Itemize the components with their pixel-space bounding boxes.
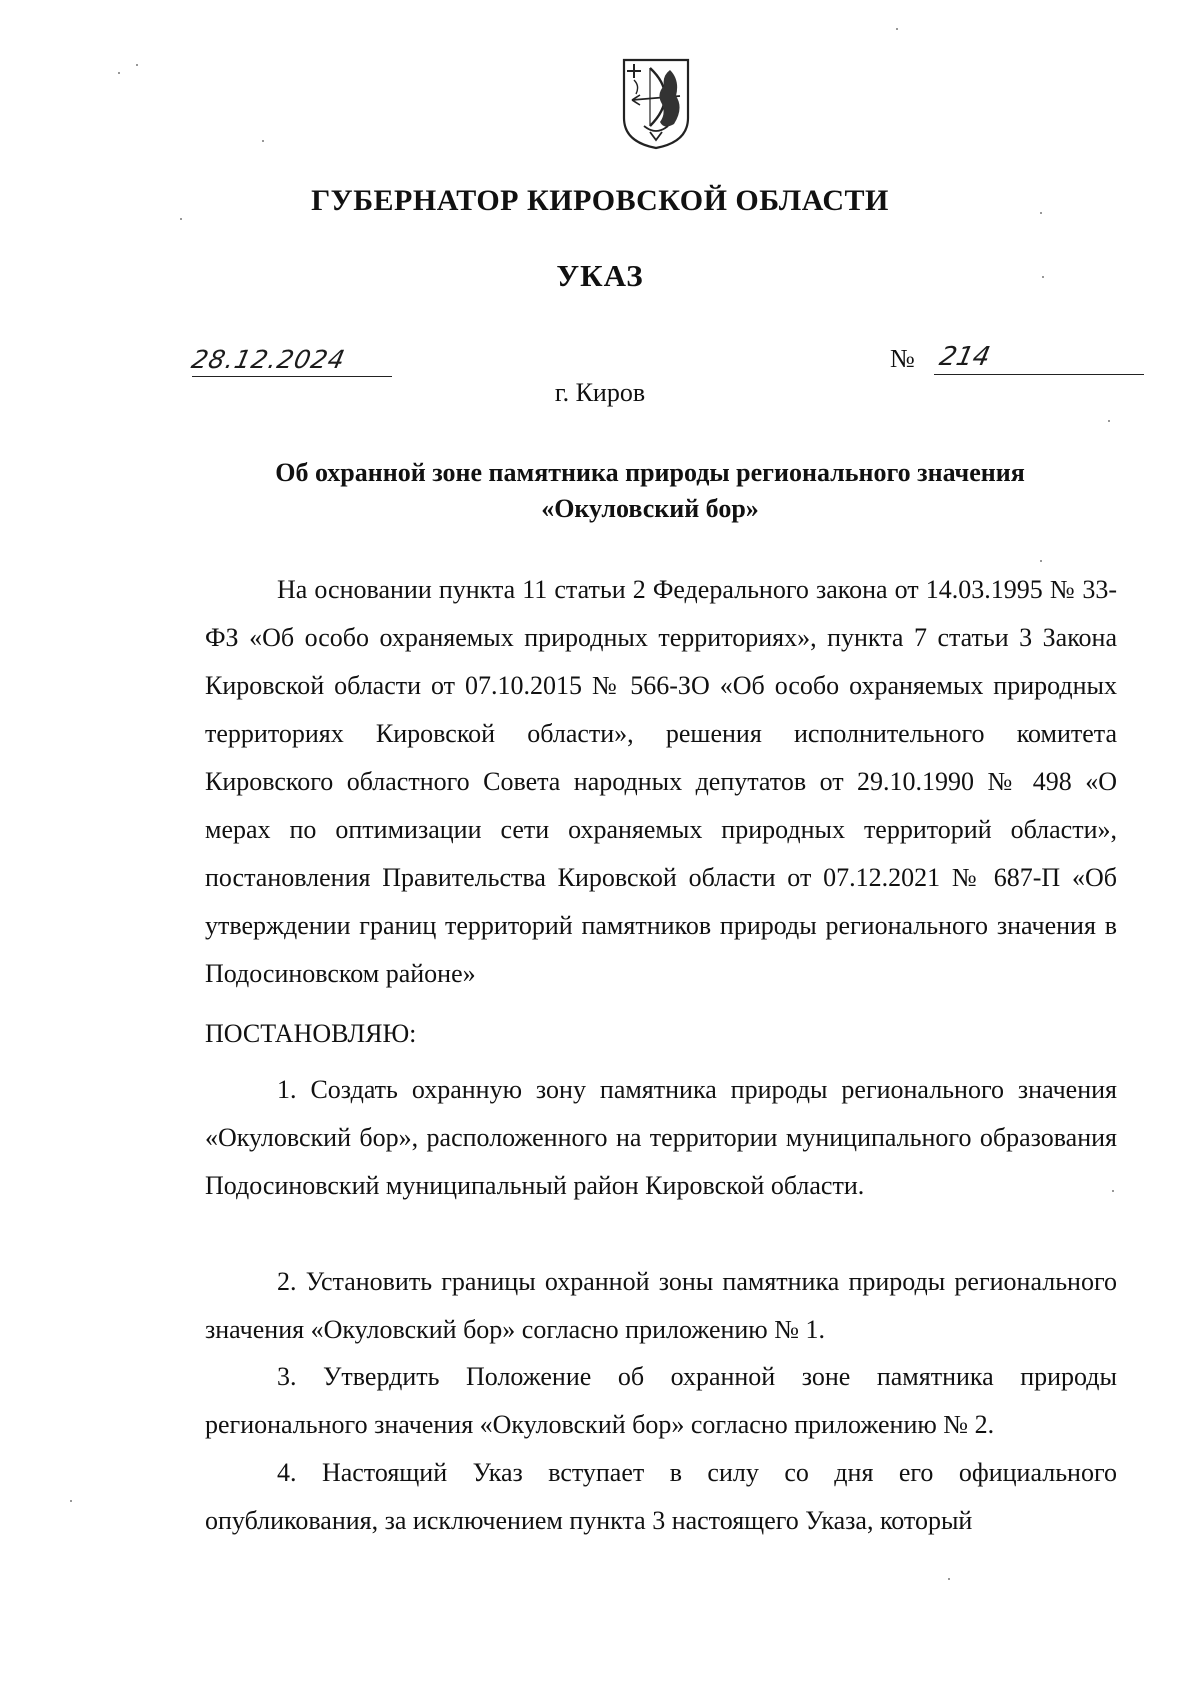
decree-word-block bbox=[205, 1010, 1117, 1058]
document-title bbox=[200, 455, 1100, 527]
number-sign: № bbox=[890, 344, 915, 373]
title-line-2: «Окуловский бор» bbox=[541, 494, 759, 523]
item-1-text: 1. Создать охранную зону памятника природы регионального значения «Окуловский бор», расположенного на территории муниципального образования Подосиновский муниципальный район Кировской области. bbox=[205, 1075, 1117, 1200]
coat-of-arms-icon bbox=[620, 56, 692, 152]
handwritten-number: 214 bbox=[936, 342, 993, 372]
item-3 bbox=[205, 1353, 1117, 1449]
decree-word: ПОСТАНОВЛЯЮ: bbox=[205, 1019, 417, 1048]
item-2-text: 2. Установить границы охранной зоны памятника природы регионального значения «Окуловский бор» согласно приложению № 1. bbox=[205, 1267, 1117, 1344]
handwritten-date: 28.12.2024 bbox=[188, 345, 349, 374]
item-3-text: 3. Утвердить Положение об охранной зоне памятника природы регионального значения «Окуловский бор» согласно приложению № 2. bbox=[205, 1362, 1117, 1439]
city-label: г. Киров bbox=[554, 378, 646, 407]
date-field bbox=[188, 345, 392, 377]
governor-heading: ГУБЕРНАТОР КИРОВСКОЙ ОБЛАСТИ bbox=[311, 184, 889, 217]
basis-text: На основании пункта 11 статьи 2 Федерального закона от 14.03.1995 № 33-ФЗ «Об особо охраняемых природных территориях», пункта 7 статьи 3 Закона Кировской области от 07.10.2015 № 566-ЗО «Об особо охраняемых природных территориях Кировской области», решения исполнительного комитета Кировского областного Совета народных депутатов от 29.10.1990 № 498 «О мерах по оптимизации сети охраняемых природных территорий области», постановления Правительства Кировской области от 07.12.2021 № 687-П «Об утверждении границ территорий памятников природы регионального значения в Подосиновском районе» bbox=[205, 575, 1117, 988]
title-line-1: Об охранной зоне памятника природы регионального значения bbox=[275, 458, 1025, 487]
item-4 bbox=[205, 1449, 1117, 1545]
basis-paragraph bbox=[205, 566, 1117, 998]
number-line bbox=[934, 344, 1144, 375]
document-type-heading: УКАЗ bbox=[556, 258, 644, 293]
item-2 bbox=[205, 1258, 1117, 1354]
item-4-text: 4. Настоящий Указ вступает в силу со дня его официального опубликования, за исключением пункта 3 настоящего Указа, который bbox=[205, 1458, 1117, 1535]
item-1 bbox=[205, 1066, 1117, 1210]
